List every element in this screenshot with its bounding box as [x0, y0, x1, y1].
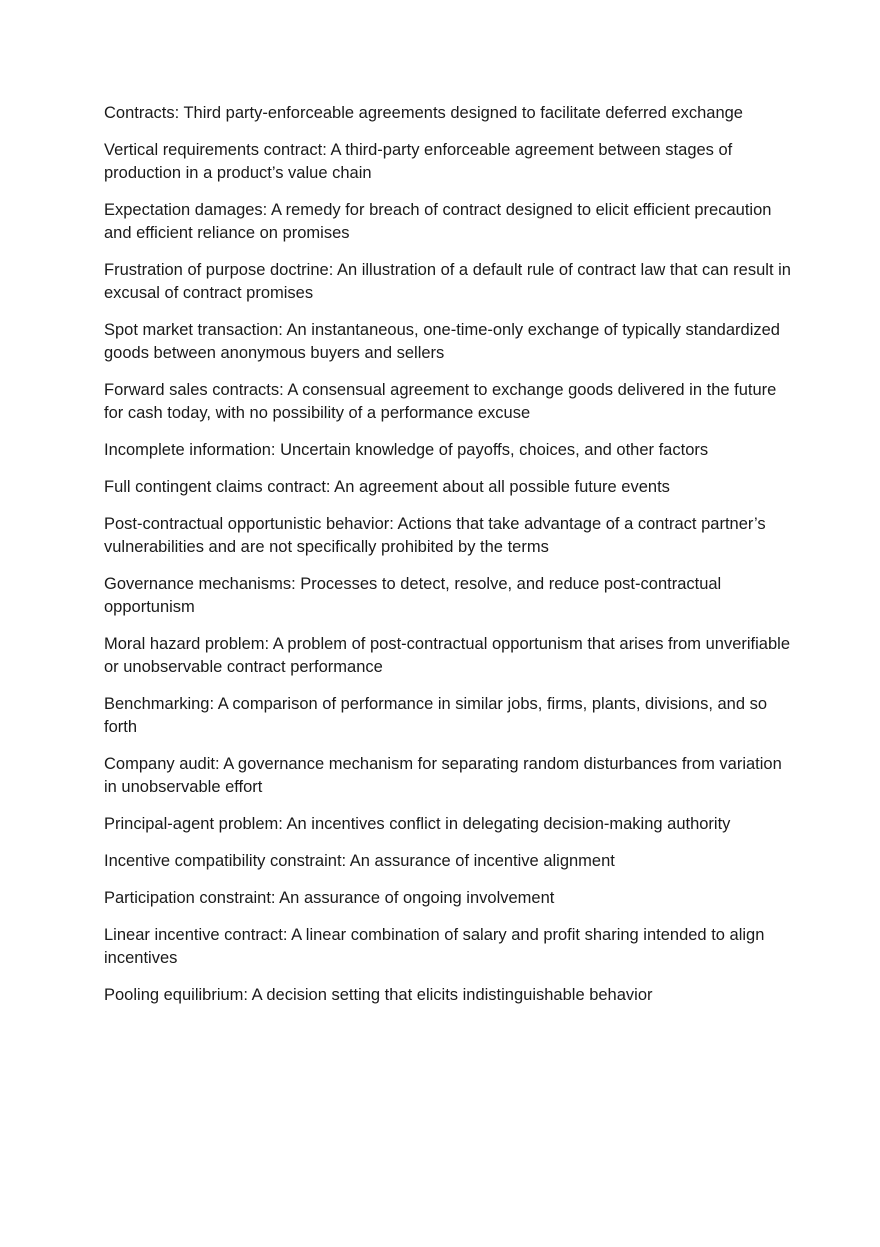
- glossary-entry-contracts: Contracts: Third party-enforceable agreements designed to facilitate deferred exchange: [104, 104, 743, 122]
- glossary-entry-company-audit: Company audit: A governance mechanism for separating random disturbances from variation in unobservable effort: [104, 755, 782, 796]
- glossary-entry-governance-mechanisms: Governance mechanisms: Processes to detect, resolve, and reduce post-contractual opportunism: [104, 575, 722, 616]
- glossary-entry-forward-sales-contracts: Forward sales contracts: A consensual agreement to exchange goods delivered in the future for cash today, with no possibility of a performance excuse: [104, 381, 777, 422]
- glossary-entry-pooling-equilibrium: Pooling equilibrium: A decision setting that elicits indistinguishable behavior: [104, 986, 653, 1004]
- glossary-entry-spot-market-transaction: Spot market transaction: An instantaneous, one-time-only exchange of typically standardized goods between anonymous buyers and sellers: [104, 321, 780, 362]
- glossary-entry-frustration-of-purpose: Frustration of purpose doctrine: An illustration of a default rule of contract law that can result in excusal of contract promises: [104, 261, 791, 302]
- glossary-entry-benchmarking: Benchmarking: A comparison of performance in similar jobs, firms, plants, divisions, and so forth: [104, 695, 768, 736]
- glossary-entry-vertical-requirements-contract: Vertical requirements contract: A third-party enforceable agreement between stages of production in a product’s value chain: [104, 141, 733, 182]
- glossary-entry-incentive-compatibility: Incentive compatibility constraint: An assurance of incentive alignment: [104, 852, 615, 870]
- glossary-entry-full-contingent-claims: Full contingent claims contract: An agreement about all possible future events: [104, 478, 670, 496]
- glossary-entry-principal-agent-problem: Principal-agent problem: An incentives conflict in delegating decision-making authority: [104, 815, 731, 833]
- glossary-entry-post-contractual-opportunism: Post-contractual opportunistic behavior: Actions that take advantage of a contract partner’s vulnerabilities and are not specifically prohibited by the terms: [104, 515, 766, 556]
- glossary-entry-moral-hazard: Moral hazard problem: A problem of post-contractual opportunism that arises from unverifiable or unobservable contract performance: [104, 635, 790, 676]
- glossary-page: [104, 102, 794, 1021]
- glossary-entry-linear-incentive-contract: Linear incentive contract: A linear combination of salary and profit sharing intended to align incentives: [104, 926, 765, 967]
- glossary-entry-incomplete-information: Incomplete information: Uncertain knowledge of payoffs, choices, and other factors: [104, 441, 709, 459]
- glossary-entry-expectation-damages: Expectation damages: A remedy for breach of contract designed to elicit efficient precaution and efficient reliance on promises: [104, 201, 772, 242]
- glossary-entry-participation-constraint: Participation constraint: An assurance of ongoing involvement: [104, 889, 555, 907]
